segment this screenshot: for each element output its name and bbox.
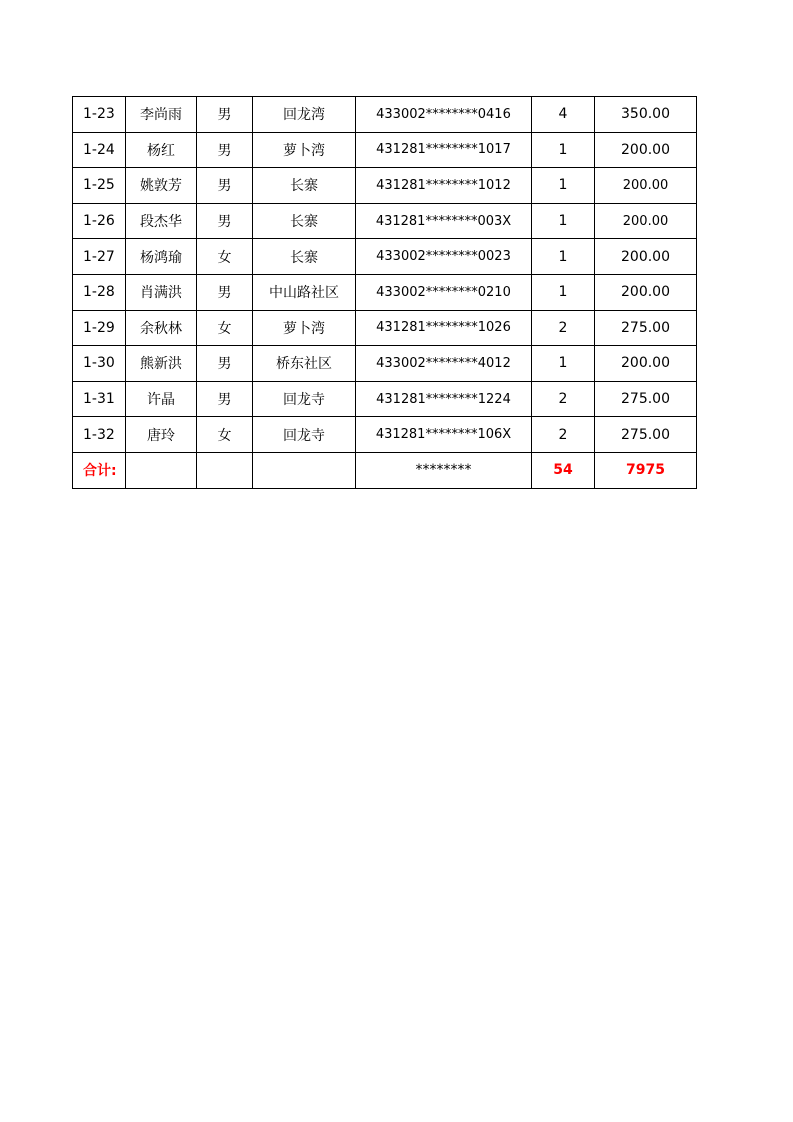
person-name: 李尚雨 [126,97,197,133]
location: 桥东社区 [253,346,356,382]
amount: 200.00 [595,203,697,239]
count: 2 [532,310,595,346]
location: 中山路社区 [253,274,356,310]
gender: 女 [197,417,253,453]
table-row [73,168,697,204]
empty-cell [253,452,356,488]
table-row [73,239,697,275]
row-number: 1-24 [73,132,126,168]
count: 1 [532,274,595,310]
row-number: 1-26 [73,203,126,239]
id-number: 433002********0023 [356,239,532,275]
row-number: 1-23 [73,97,126,133]
amount: 200.00 [595,346,697,382]
id-number: 433002********4012 [356,346,532,382]
table-row [73,132,697,168]
id-number: 431281********1012 [356,168,532,204]
person-name: 熊新洪 [126,346,197,382]
row-number: 1-27 [73,239,126,275]
count: 1 [532,346,595,382]
count: 1 [532,132,595,168]
id-number: 431281********1017 [356,132,532,168]
total-amount: 7975 [595,452,697,488]
id-number: 433002********0210 [356,274,532,310]
gender: 男 [197,346,253,382]
id-number: 433002********0416 [356,97,532,133]
id-number: 431281********003X [356,203,532,239]
location: 回龙寺 [253,417,356,453]
total-count: 54 [532,452,595,488]
amount: 275.00 [595,417,697,453]
person-name: 杨鸿瑜 [126,239,197,275]
row-number: 1-25 [73,168,126,204]
row-number: 1-30 [73,346,126,382]
empty-cell [126,452,197,488]
table-row [73,381,697,417]
table-row [73,203,697,239]
table-body [73,97,697,489]
table-row [73,417,697,453]
location: 萝卜湾 [253,132,356,168]
location: 长寨 [253,239,356,275]
person-name: 段杰华 [126,203,197,239]
count: 2 [532,417,595,453]
id-number: 431281********1224 [356,381,532,417]
person-name: 肖满洪 [126,274,197,310]
count: 1 [532,168,595,204]
person-name: 杨红 [126,132,197,168]
total-id-mask: ******** [356,452,532,488]
person-name: 余秋林 [126,310,197,346]
table-row [73,310,697,346]
row-number: 1-29 [73,310,126,346]
location: 萝卜湾 [253,310,356,346]
row-number: 1-32 [73,417,126,453]
person-name: 许晶 [126,381,197,417]
total-label: 合计: [73,452,126,488]
id-number: 431281********106X [356,417,532,453]
amount: 275.00 [595,310,697,346]
amount: 200.00 [595,132,697,168]
location: 长寨 [253,168,356,204]
person-name: 姚敦芳 [126,168,197,204]
table-row [73,346,697,382]
table-row [73,274,697,310]
row-number: 1-31 [73,381,126,417]
count: 2 [532,381,595,417]
gender: 女 [197,310,253,346]
amount: 350.00 [595,97,697,133]
person-name: 唐玲 [126,417,197,453]
amount: 200.00 [595,274,697,310]
gender: 男 [197,97,253,133]
empty-cell [197,452,253,488]
location: 回龙湾 [253,97,356,133]
amount: 275.00 [595,381,697,417]
total-row [73,452,697,488]
id-number: 431281********1026 [356,310,532,346]
data-table [72,96,697,489]
count: 1 [532,239,595,275]
table-row [73,97,697,133]
row-number: 1-28 [73,274,126,310]
gender: 女 [197,239,253,275]
count: 1 [532,203,595,239]
gender: 男 [197,274,253,310]
amount: 200.00 [595,168,697,204]
gender: 男 [197,132,253,168]
amount: 200.00 [595,239,697,275]
count: 4 [532,97,595,133]
gender: 男 [197,168,253,204]
gender: 男 [197,381,253,417]
location: 长寨 [253,203,356,239]
gender: 男 [197,203,253,239]
location: 回龙寺 [253,381,356,417]
